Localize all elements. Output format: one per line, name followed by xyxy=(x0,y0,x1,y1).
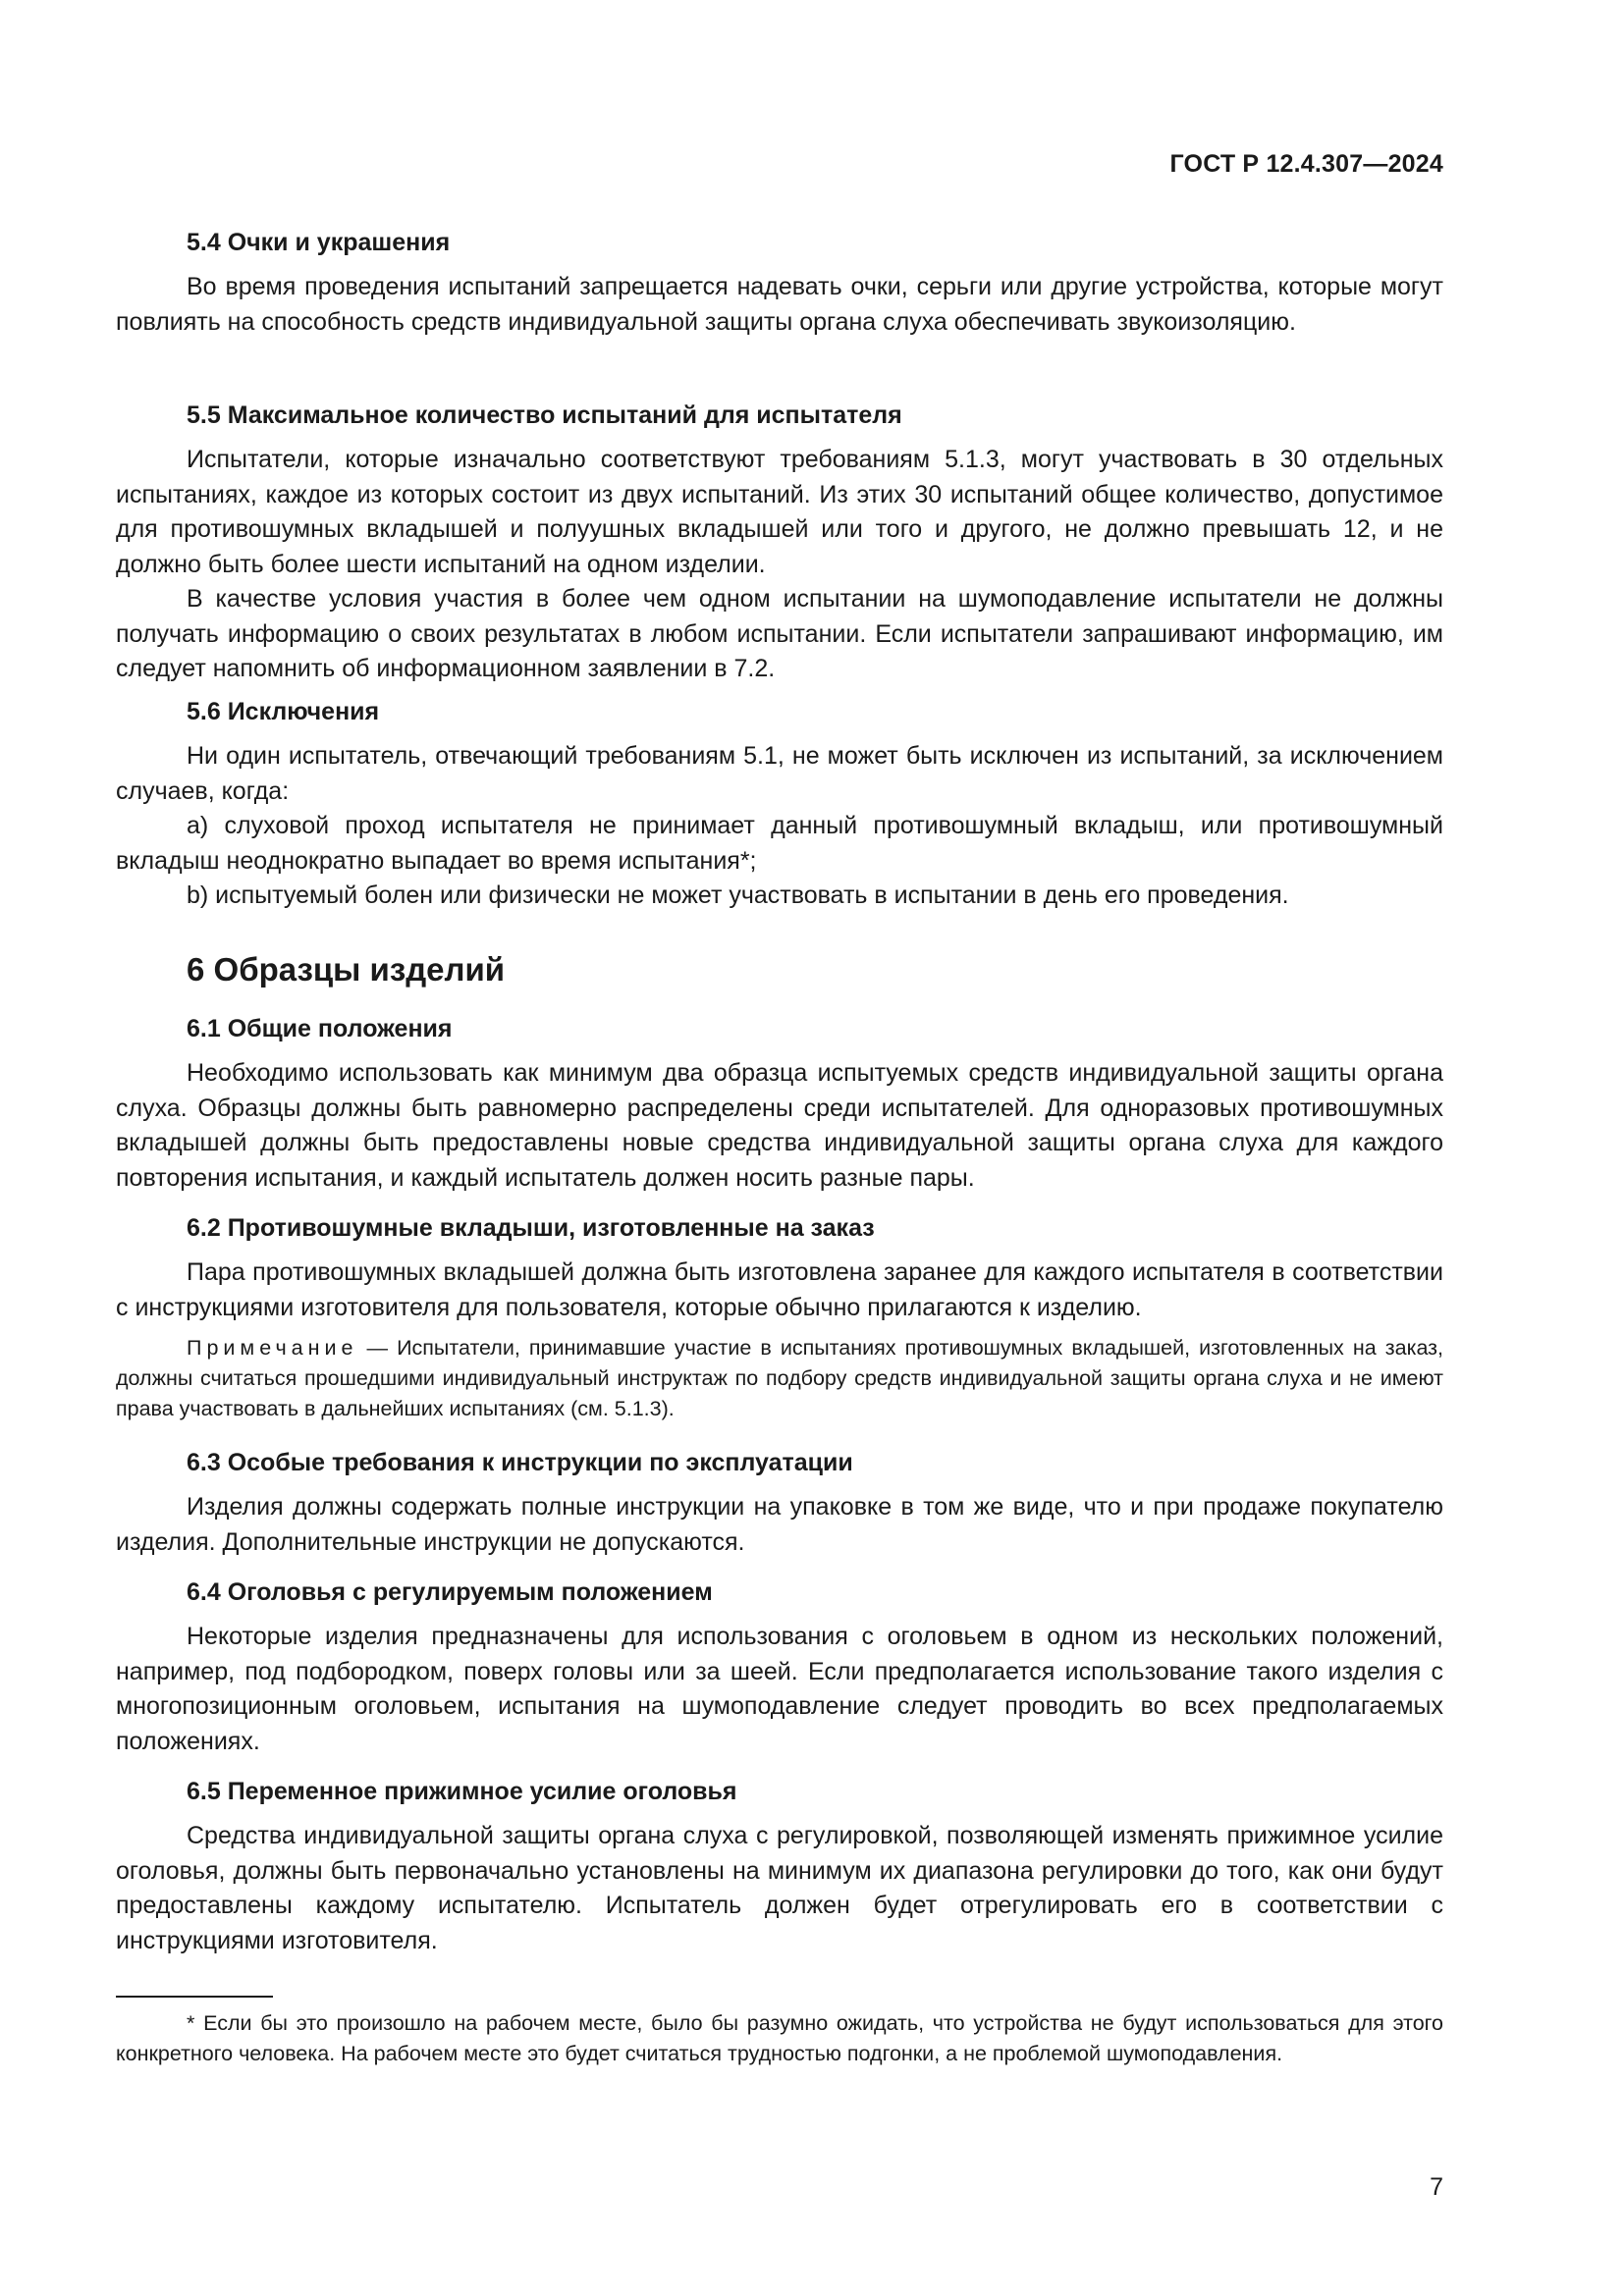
footnote xyxy=(116,2008,1443,2069)
section-6-4-title: 6.4 Оголовья с регулируемым положением xyxy=(187,1578,713,1606)
section-5-5 xyxy=(116,398,1443,687)
note-text: — Испытатели, принимавшие участие в испытаниях противошумных вкладышей, изготовленных на заказ, должны считаться прошедшими индивидуальный инструктаж по подбору средств индивидуальной защиты органа слуха и не имеют права участвовать в дальнейших испытаниях (см. 5.1.3). xyxy=(116,1336,1443,1420)
section-6 xyxy=(116,948,1443,991)
section-6-5-title: 6.5 Переменное прижимное усилие оголовья xyxy=(187,1778,737,1805)
section-5-5-paragraph-2: В качестве условия участия в более чем одном испытании на шумоподавление испытатели не должны получать информацию о своих результатах в любом испытании. Если испытатели запрашивают информацию, им следует напомнить об информационном заявлении в 7.2. xyxy=(116,585,1443,682)
document-header-id: ГОСТ Р 12.4.307—2024 xyxy=(1169,150,1443,178)
section-6-1 xyxy=(116,1011,1443,1196)
section-6-2-title: 6.2 Противошумные вкладыши, изготовленные на заказ xyxy=(187,1214,875,1242)
section-6-3-title: 6.3 Особые требования к инструкции по эксплуатации xyxy=(187,1449,853,1476)
section-5-6-paragraph: Ни один испытатель, отвечающий требованиям 5.1, не может быть исключен из испытаний, за исключением случаев, когда: xyxy=(116,742,1443,805)
section-6-3 xyxy=(116,1445,1443,1560)
section-6-1-title: 6.1 Общие положения xyxy=(187,1015,453,1042)
section-5-6-item-a: а) слуховой проход испытателя не принимает данный противошумный вкладыш, или противошумный вкладыш неоднократно выпадает во время испытания*; xyxy=(116,812,1443,875)
footnote-separator xyxy=(116,1996,273,1998)
note-label: Примечание xyxy=(187,1336,358,1360)
section-5-5-title: 5.5 Максимальное количество испытаний для испытателя xyxy=(187,401,902,429)
section-6-2-paragraph: Пара противошумных вкладышей должна быть изготовлена заранее для каждого испытателя в соответствии с инструкциями изготовителя для пользователя, которые обычно прилагаются к изделию. xyxy=(116,1258,1443,1321)
section-6-1-paragraph: Необходимо использовать как минимум два образца испытуемых средств индивидуальной защиты органа слуха. Образцы должны быть равномерно распределены среди испытателей. Для одноразовых противошумных вкладышей должны быть предоставлены новые средства индивидуальной защиты органа слуха для каждого повторения испытания, и каждый испытатель должен носить разные пары. xyxy=(116,1059,1443,1192)
section-5-4-paragraph: Во время проведения испытаний запрещается надевать очки, серьги или другие устройства, которые могут повлиять на способность средств индивидуальной защиты органа слуха обеспечивать звукоизоляцию. xyxy=(116,273,1443,336)
section-5-6-title: 5.6 Исключения xyxy=(187,698,380,725)
section-6-3-paragraph: Изделия должны содержать полные инструкции на упаковке в том же виде, что и при продаже покупателю изделия. Дополнительные инструкции не допускаются. xyxy=(116,1493,1443,1556)
section-6-5-paragraph: Средства индивидуальной защиты органа слуха с регулировкой, позволяющей изменять прижимное усилие оголовья, должны быть первоначально установлены на минимум их диапазона регулировки до того, как они будут предоставлены каждому испытателю. Испытатель должен будет отрегулировать его в соответствии с инструкциями изготовителя. xyxy=(116,1822,1443,1954)
section-6-4 xyxy=(116,1575,1443,1759)
page-number: 7 xyxy=(1430,2173,1443,2201)
section-5-4 xyxy=(116,225,1443,340)
section-6-2-note xyxy=(116,1333,1443,1424)
section-6-4-paragraph: Некоторые изделия предназначены для использования с оголовьем в одном из нескольких положений, например, под подбородком, поверх головы или за шеей. Если предполагается использование такого изделия с многопозиционным оголовьем, испытания на шумоподавление следует проводить во всех предполагаемых положениях. xyxy=(116,1623,1443,1755)
footnote-text: * Если бы это произошло на рабочем месте, было бы разумно ожидать, что устройства не будут использоваться для этого конкретного человека. На рабочем месте это будет считаться трудностью подгонки, а не проблемой шумоподавления. xyxy=(116,2011,1443,2065)
section-5-6 xyxy=(116,694,1443,914)
section-6-5 xyxy=(116,1774,1443,1958)
section-5-4-title: 5.4 Очки и украшения xyxy=(187,229,451,256)
section-6-title: 6 Образцы изделий xyxy=(187,951,506,988)
section-5-5-paragraph-1: Испытатели, которые изначально соответствуют требованиям 5.1.3, могут участвовать в 30 отдельных испытаниях, каждое из которых состоит из двух испытаний. Из этих 30 испытаний общее количество, допустимое для противошумных вкладышей и полуушных вкладышей или того и другого, не должно превышать 12, и не должно быть более шести испытаний на одном изделии. xyxy=(116,446,1443,578)
section-6-2 xyxy=(116,1210,1443,1424)
section-5-6-item-b: b) испытуемый болен или физически не может участвовать в испытании в день его проведения. xyxy=(187,881,1289,909)
